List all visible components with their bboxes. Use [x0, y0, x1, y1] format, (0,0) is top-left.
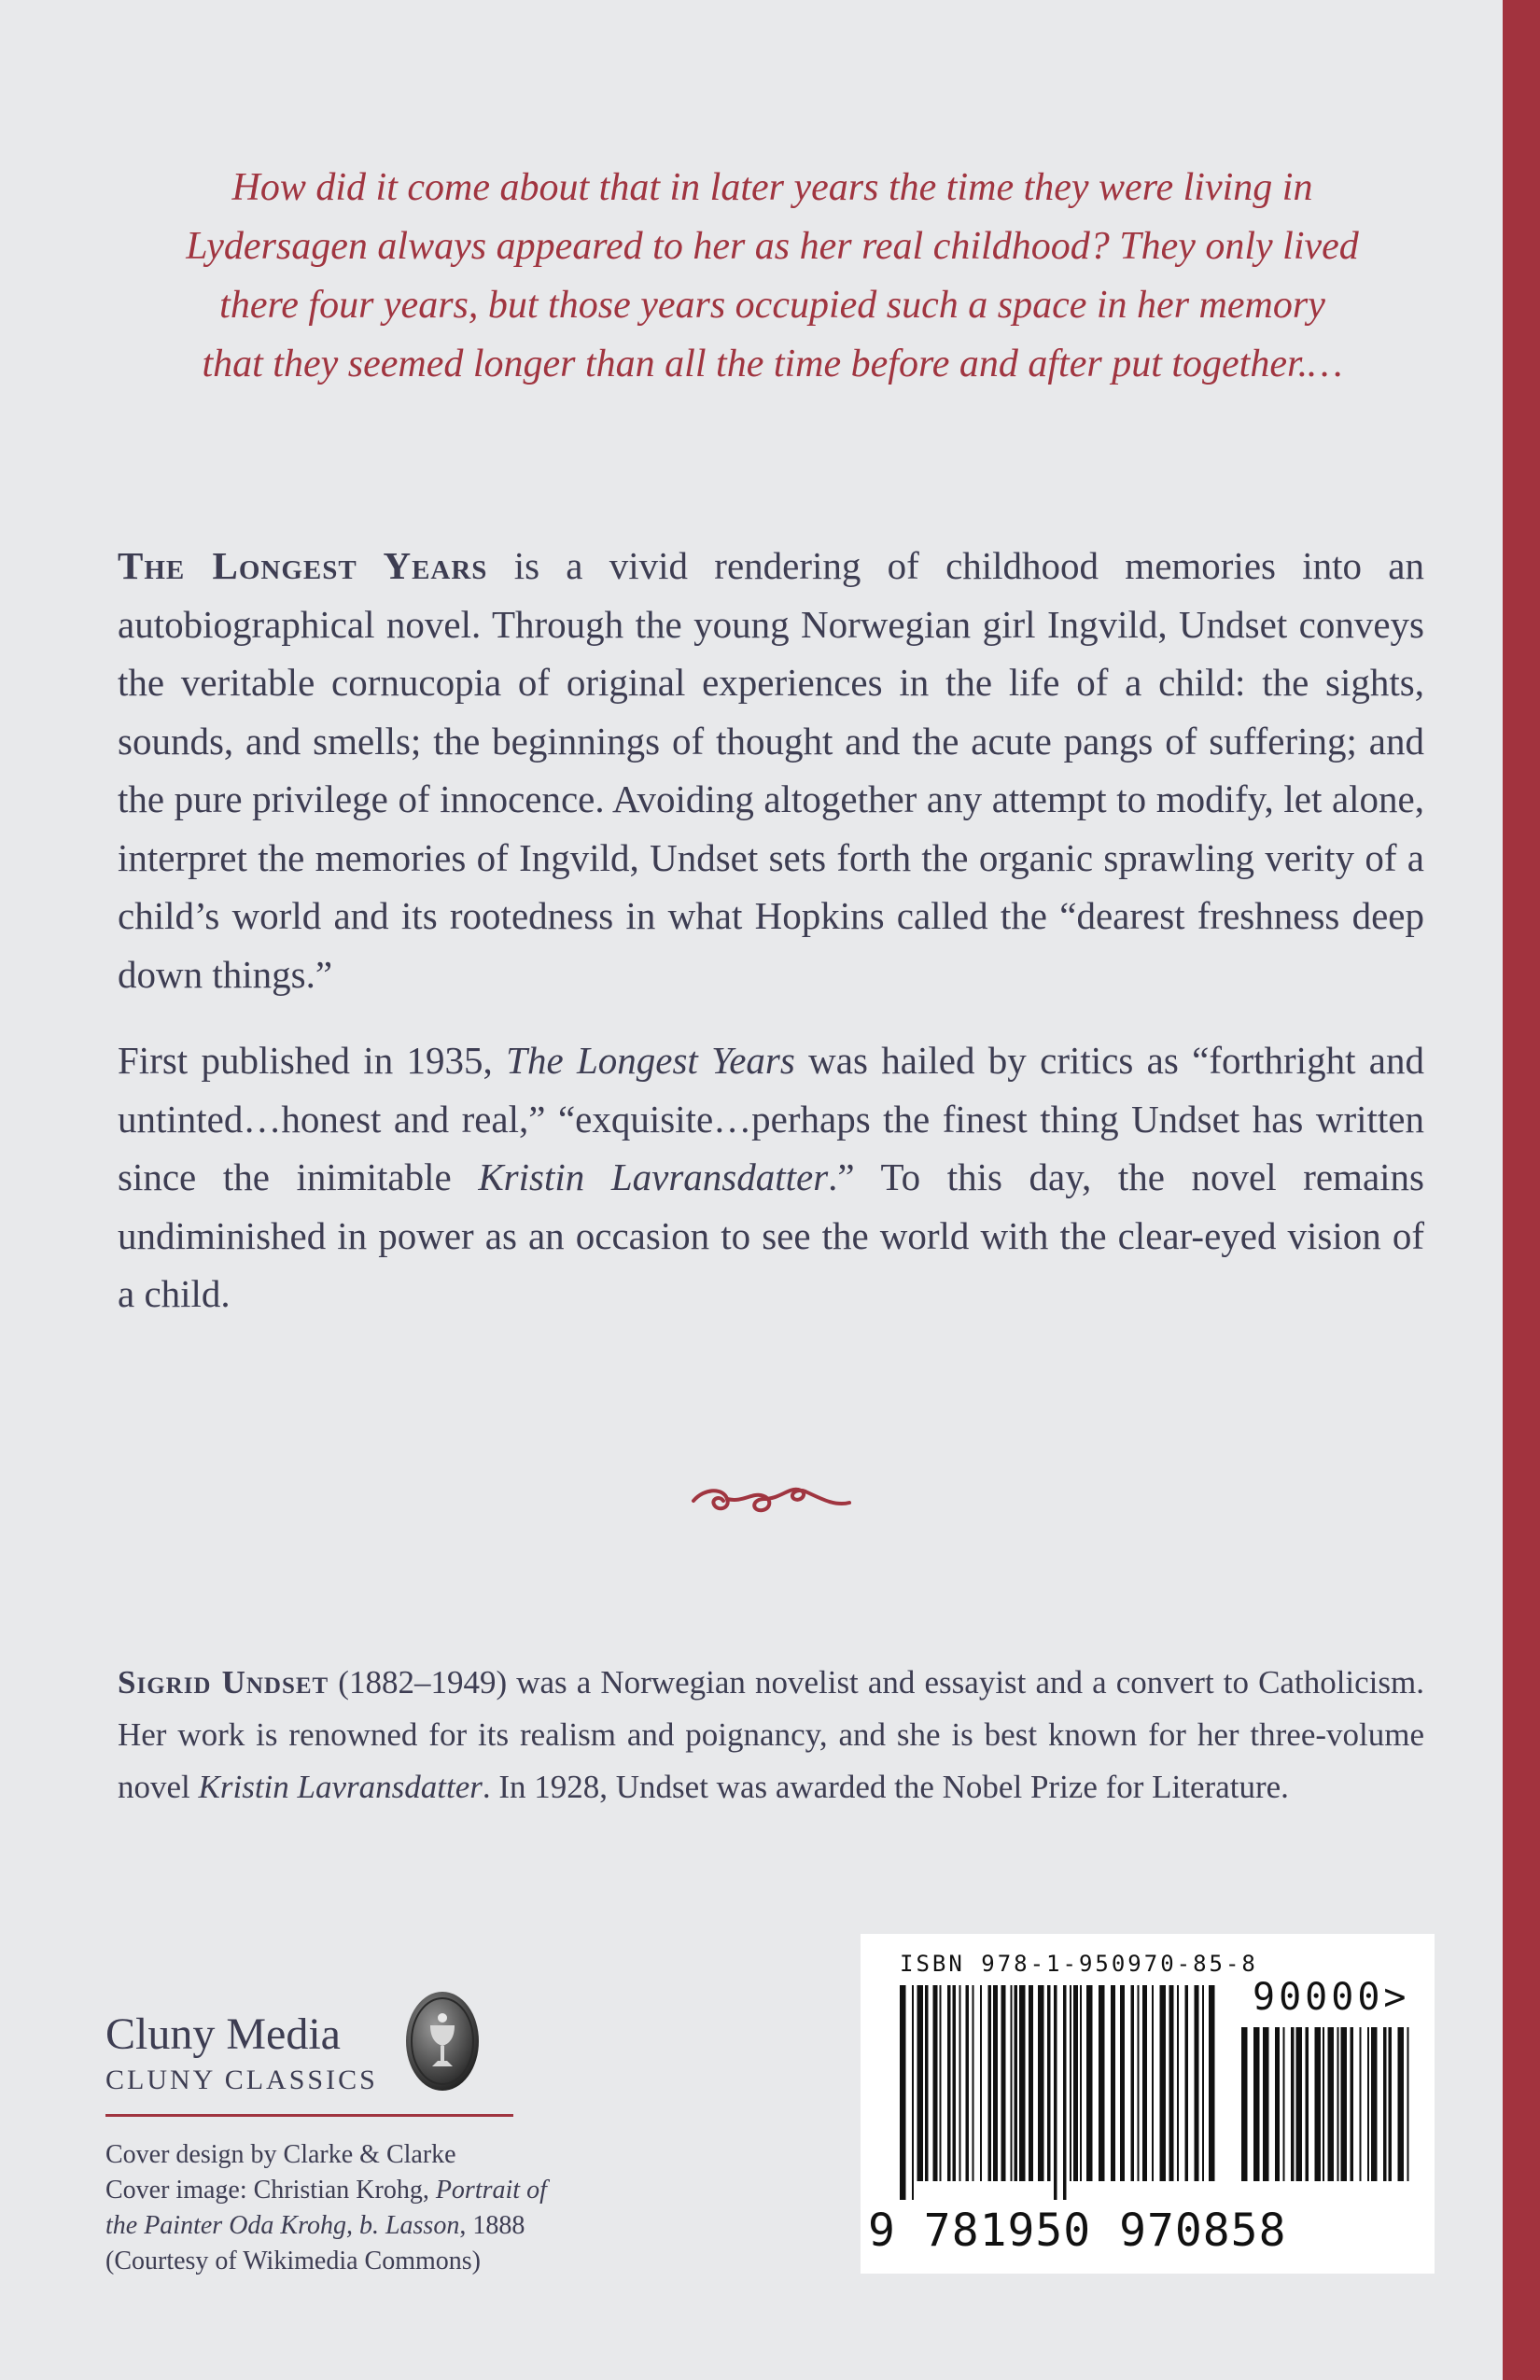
barcode-bar [1296, 2027, 1303, 2181]
barcode-bar [1177, 1985, 1179, 2181]
barcode-bar [1337, 2027, 1339, 2181]
spine-edge [1503, 0, 1540, 2380]
description-p2-text-a: First published in 1935, [118, 1039, 507, 1082]
barcode-bar [1099, 1985, 1105, 2181]
credit-line-3-text: , 1888 [459, 2211, 525, 2240]
barcode-bar [917, 1985, 924, 2181]
price-code-label: 90000> [1253, 1976, 1410, 2019]
barcode-bar [1029, 1985, 1033, 2181]
description-paragraph-2 [118, 1031, 1424, 1323]
chalice-seal-icon [404, 1990, 481, 2093]
barcode-bar [1054, 1985, 1057, 2200]
barcode-bar [1160, 1985, 1167, 2181]
barcode-bar [1019, 1985, 1026, 2181]
ean-barcode-bars [900, 1985, 1217, 2200]
barcode-bar [993, 1985, 998, 2181]
isbn-label: ISBN 978-1-950970-85-8 [900, 1951, 1258, 1977]
publisher-series: CLUNY CLASSICS [105, 2065, 378, 2095]
cover-credits [105, 2137, 591, 2279]
work-title-italic: Kristin Lavransdatter [478, 1155, 829, 1198]
barcode-bar [1011, 1985, 1013, 2181]
barcode-bar [1383, 2027, 1387, 2181]
barcode-bar [959, 1985, 961, 2181]
barcode-bar [1253, 2027, 1260, 2181]
barcode-bar [1038, 1985, 1044, 2181]
credit-line-3-italic: the Painter Oda Krohg, b. Lasson [105, 2211, 460, 2240]
barcode-bar [1070, 1985, 1071, 2181]
isbn-barcode-box [861, 1934, 1435, 2274]
barcode-bar [1351, 2027, 1354, 2181]
barcode-bar [1080, 1985, 1082, 2181]
barcode-bar [1138, 1985, 1140, 2181]
barcode-bar [1073, 1985, 1078, 2181]
barcode-bar [1120, 1985, 1125, 2181]
barcode-bar [1323, 2027, 1324, 2181]
bio-work-italic: Kristin Lavransdatter [198, 1769, 483, 1805]
barcode-bar [940, 1985, 942, 2181]
credit-line-4: (Courtesy of Wikimedia Commons) [105, 2247, 481, 2275]
barcode-bar [933, 1985, 938, 2181]
description-p1-text: is a vivid rendering of childhood memories into an autobiographical novel. Through the young Norwegian girl Ingvild, Undset conveys the veritable cornucopia of original experiences in the life of a child: the sights, sounds, and smells; the beginnings of thought and the acute pangs of suffering; and the pure privilege of innocence. Avoiding altogether any attempt to modify, let alone, interpret the memories of Ingvild, Undset sets forth the organic sprawling verity of a child’s world and its rootedness in what Hopkins called the “dearest freshness deep down things.” [118, 544, 1424, 996]
barcode-bar [1398, 2027, 1405, 2181]
barcode-bar [1328, 2027, 1335, 2181]
barcode-bar [1263, 2027, 1269, 2181]
quote-line-4: that they seemed longer than all the time before and after put together.… [202, 343, 1343, 385]
barcode-bar [1142, 1985, 1147, 2181]
barcode-bar [1131, 1985, 1135, 2181]
barcode-bar [1291, 2027, 1295, 2181]
barcode-bar [1202, 1985, 1204, 2181]
author-name-smallcaps: Sigrid Undset [118, 1664, 329, 1701]
book-description [118, 537, 1424, 1351]
barcode-bar [973, 1985, 974, 2181]
quote-line-3: there four years, but those years occupied such a space in her memory [219, 284, 1325, 327]
barcode-bar [1185, 1985, 1189, 2181]
credit-line-3 [105, 2208, 591, 2244]
barcode-bar [1209, 1985, 1215, 2181]
author-bio [118, 1657, 1424, 1813]
barcode-bar [1283, 2027, 1285, 2181]
price-addon-bars [1241, 2027, 1414, 2200]
barcode-bar [947, 1985, 951, 2181]
barcode-bar [1086, 1985, 1093, 2181]
barcode-bar [1063, 1985, 1067, 2200]
barcode-bar [900, 1985, 906, 2200]
credit-line-2-italic: Portrait of [435, 2176, 547, 2205]
author-bio-paragraph [118, 1657, 1424, 1813]
credit-line-2 [105, 2173, 591, 2208]
barcode-bar [1315, 2027, 1322, 2181]
barcode-bar [1371, 2027, 1378, 2181]
barcode-bar [912, 1985, 914, 2200]
barcode-bar [925, 1985, 929, 2181]
description-p2-text-b: was hailed by critics as “forthright and untinted…honest and real,” “exquisite…perhaps the finest thing Undset has written since the inimitable [118, 1039, 1425, 1198]
barcode-bar [1111, 1985, 1115, 2181]
bio-text-a: (1882–1949) was a Norwegian novelist and essayist and a convert to Catholicism. Her work is renowned for its realism and poignancy, and she is best known for her three-volume novel [118, 1664, 1424, 1805]
barcode-bar [1341, 2027, 1348, 2181]
barcode-bar [1001, 1985, 1006, 2181]
book-title-smallcaps: The Longest Years [118, 544, 488, 587]
barcode-bar [953, 1985, 957, 2181]
barcode-bar [1169, 1985, 1174, 2181]
barcode-bar [1367, 2027, 1369, 2181]
barcode-bar [1360, 2027, 1362, 2181]
barcode-bar [1195, 1985, 1199, 2181]
ean-digits-label: 9 781950 970858 [868, 2205, 1287, 2257]
barcode-bar [1389, 2027, 1393, 2181]
publisher-divider-rule [105, 2114, 513, 2117]
book-title-italic: The Longest Years [506, 1039, 795, 1082]
credit-line-2-text: Cover image: Christian Krohg, [105, 2176, 436, 2205]
barcode-bar [966, 1985, 970, 2181]
epigraph-quote [121, 159, 1423, 394]
barcode-bar [1306, 2027, 1309, 2181]
publisher-name: Cluny Media [105, 2009, 341, 2059]
credit-line-1: Cover design by Clarke & Clarke [105, 2140, 456, 2169]
barcode-bar [1152, 1985, 1154, 2181]
description-paragraph-1 [118, 537, 1424, 1003]
barcode-bar [988, 1985, 992, 2181]
ornament-flourish-icon [686, 1475, 854, 1521]
quote-line-1: How did it come about that in later years the time they were living in [231, 166, 1313, 209]
bio-text-b: . In 1928, Undset was awarded the Nobel Prize for Literature. [482, 1769, 1289, 1805]
barcode-bar [1407, 2027, 1409, 2181]
barcode-bar [1275, 2027, 1280, 2181]
description-p2-text-c: .” To this day, the novel remains undiminished in power as an occasion to see the world with the clear-eyed vision of a child. [118, 1155, 1424, 1315]
barcode-bar [1241, 2027, 1248, 2181]
barcode-bar [1047, 1985, 1051, 2181]
quote-line-2: Lydersagen always appeared to her as her real childhood? They only lived [186, 225, 1359, 268]
barcode-bar [980, 1985, 982, 2181]
barcode-bar [1015, 1985, 1018, 2181]
